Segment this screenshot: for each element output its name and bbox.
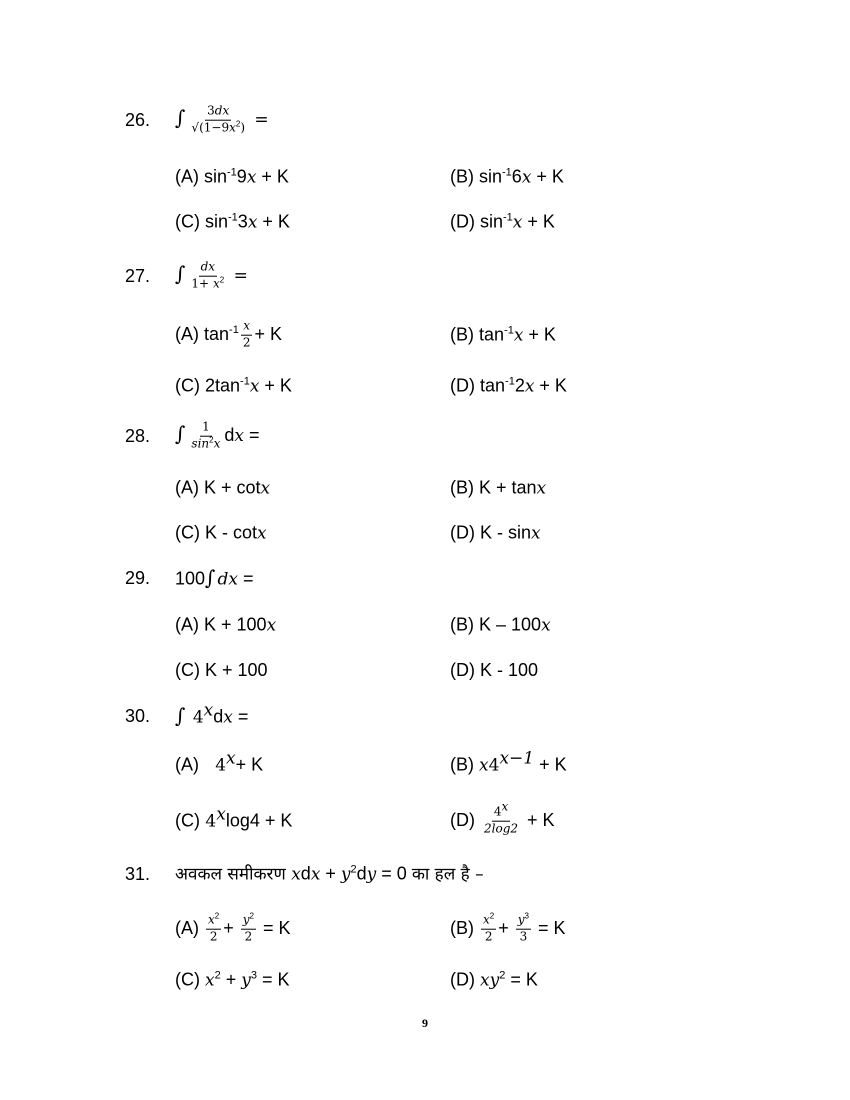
superscript: 2 [219, 275, 225, 285]
text-run: sin [475, 211, 504, 232]
superscript: x [501, 799, 509, 814]
math-text: 2 [484, 929, 493, 944]
text-run: = [237, 568, 254, 589]
math-variable: y [241, 970, 251, 991]
text-run: + K [522, 211, 555, 232]
option-label: (A) [175, 614, 199, 635]
fraction [241, 911, 256, 945]
text-run: 3 [237, 211, 248, 232]
answer-option[interactable] [175, 168, 289, 187]
option-label: (B) [450, 324, 474, 345]
math-variable: y [242, 912, 250, 927]
text-run: + K [523, 324, 556, 345]
math-text: 1 [202, 419, 210, 434]
option-label: (B) [450, 614, 474, 635]
superscript: 3 [250, 969, 257, 982]
math-variable: x [243, 318, 251, 333]
text-run: K + tan [474, 477, 537, 498]
superscript: 3 [524, 911, 529, 921]
text-run: K - cot [200, 522, 258, 543]
numerator [200, 421, 212, 437]
integral-sign: ∫ [175, 421, 186, 446]
text-run: + [498, 917, 514, 938]
superscript: -1 [240, 375, 250, 388]
answer-option[interactable] [450, 799, 555, 837]
text-run: = K [533, 917, 566, 938]
answer-option[interactable] [450, 748, 567, 776]
option-label: (A) [175, 477, 199, 498]
text-run: K + 100 [199, 614, 267, 635]
math-text: = [228, 265, 248, 286]
math-variable: x [541, 615, 551, 636]
option-label: (B) [450, 917, 474, 938]
math-variable: xy [480, 970, 500, 991]
superscript: -1 [228, 211, 238, 224]
answer-option[interactable] [450, 479, 546, 498]
fraction [189, 421, 222, 452]
text-run: = K [258, 917, 291, 938]
superscript: 2 [499, 969, 506, 982]
math-variable: x [249, 376, 260, 397]
math-variable: x [513, 325, 524, 346]
text-run: + K [534, 754, 567, 775]
math-variable: x [291, 864, 301, 885]
superscript: 2 [350, 863, 357, 876]
option-label: (D) [450, 809, 475, 830]
option-label: (B) [450, 166, 474, 187]
question-stem [175, 105, 269, 136]
text-run: tan [199, 323, 230, 344]
math-variable: x [483, 912, 490, 927]
fraction [481, 911, 496, 945]
math-variable: x [234, 425, 244, 446]
integral-sign: ∫ [175, 703, 186, 728]
math-variable: x [257, 523, 267, 544]
text-run [474, 918, 479, 938]
option-label: (C) [175, 810, 200, 831]
option-label: (C) [175, 375, 200, 396]
text-run: + K [534, 375, 567, 396]
option-label: (D) [450, 969, 475, 990]
denominator [189, 121, 247, 136]
option-label: (C) [175, 969, 200, 990]
option-label: (D) [450, 522, 475, 543]
answer-option[interactable] [175, 804, 293, 832]
question-stem [175, 865, 484, 884]
question-number: 28. [125, 426, 151, 446]
math-variable: x [246, 167, 257, 188]
answer-option[interactable] [175, 320, 282, 351]
text-run: K + 100 [200, 660, 268, 680]
question-number: 30. [125, 706, 151, 726]
text-run: = 0 [376, 863, 412, 884]
superscript: -1 [229, 323, 239, 336]
text-run [199, 918, 204, 938]
superscript: x [203, 700, 214, 721]
numerator [199, 261, 217, 277]
math-text: 4 [187, 707, 204, 728]
superscript: 2 [489, 911, 495, 921]
text-run: 2 [514, 375, 525, 396]
text-run: + K [259, 375, 292, 396]
option-label: (C) [175, 211, 200, 232]
math-variable: x [205, 970, 215, 991]
text-run: K – 100 [474, 614, 542, 635]
numerator [241, 911, 256, 930]
numerator [241, 320, 252, 336]
superscript: -1 [504, 324, 514, 337]
math-variable: x [479, 755, 489, 776]
math-variable: x [229, 120, 236, 135]
text-run: + [220, 969, 242, 990]
question-stem [175, 261, 248, 292]
denominator [482, 822, 520, 837]
question-stem [175, 700, 249, 728]
text-run: = [244, 424, 260, 445]
answer-option[interactable] [450, 971, 538, 990]
denominator [241, 336, 253, 351]
text-run: + K [256, 166, 289, 187]
math-variable: x [208, 912, 215, 927]
answer-option[interactable] [175, 911, 291, 945]
math-variable: x [260, 478, 271, 499]
answer-option[interactable] [450, 911, 566, 945]
text-run: 9 [236, 166, 247, 187]
text-run: + K [531, 166, 564, 187]
math-text: 4 [200, 811, 217, 832]
denominator [518, 930, 530, 945]
option-label: (A) [175, 917, 199, 938]
integral-sign: ∫ [205, 565, 216, 590]
math-text: 1+ [191, 276, 213, 291]
hindi-text: अवकल समीकरण [175, 864, 292, 885]
answer-option[interactable] [175, 377, 292, 396]
answer-option[interactable] [175, 971, 290, 990]
text-run: 100 [175, 568, 206, 589]
math-variable: y [366, 864, 377, 885]
text-run: = K [505, 969, 538, 990]
numerator [481, 911, 496, 930]
text-run: d [356, 863, 367, 884]
math-text: 4 [488, 755, 500, 776]
text-run: d [224, 424, 235, 445]
text-run: + K [254, 323, 282, 344]
text-run: = K [256, 969, 290, 990]
option-label: (D) [450, 211, 475, 232]
fraction [482, 799, 520, 837]
denominator [483, 930, 495, 945]
option-label: (B) [450, 477, 474, 498]
text-run: sin [200, 211, 229, 232]
math-text: 3 [519, 929, 528, 944]
option-label: (A) [175, 323, 199, 344]
option-label: (D) [450, 375, 475, 396]
superscript: -1 [227, 166, 237, 179]
text-run: tan [474, 324, 505, 345]
option-label: (B) [450, 754, 474, 775]
math-text: 2 [209, 929, 218, 944]
numerator [492, 799, 510, 822]
denominator [243, 930, 255, 945]
math-variable: y [340, 864, 351, 885]
answer-option[interactable] [450, 326, 556, 345]
question-stem [175, 421, 260, 452]
text-run: K - 100 [475, 660, 539, 680]
answer-option[interactable] [175, 661, 268, 679]
fraction [189, 261, 226, 292]
math-variable: x [266, 615, 277, 636]
text-run: = [232, 706, 249, 727]
answer-option[interactable] [450, 616, 551, 635]
superscript: 2 [214, 911, 220, 921]
math-variable: x [536, 478, 547, 499]
fraction [241, 320, 253, 351]
superscript: -1 [502, 166, 512, 179]
superscript: -1 [503, 211, 513, 224]
math-variable: x [213, 436, 221, 451]
text-run: 6 [511, 166, 522, 187]
text-run: 2tan [200, 375, 241, 396]
text-run: + [320, 863, 341, 884]
superscript: 2 [209, 435, 214, 445]
numerator [206, 911, 221, 930]
answer-option[interactable] [450, 213, 555, 232]
math-variable: x [247, 212, 258, 233]
denominator [189, 437, 222, 452]
answer-option[interactable] [175, 748, 264, 776]
answer-option[interactable] [175, 616, 276, 635]
numerator [516, 911, 531, 930]
superscript: x [216, 804, 226, 825]
answer-option[interactable] [450, 168, 564, 187]
math-variable: x [531, 523, 541, 544]
math-variable: 2log2 [484, 821, 519, 836]
fraction [516, 911, 531, 945]
integral-sign: ∫ [175, 261, 186, 286]
text-run: sin [474, 166, 503, 187]
text-run: + K [235, 754, 264, 775]
math-variable: dx [214, 103, 230, 118]
math-text: 4 [493, 804, 502, 819]
text-run: d [300, 863, 311, 884]
math-text: 3 [207, 103, 215, 118]
text-run: + K [257, 211, 290, 232]
question-stem [175, 565, 254, 590]
superscript: 2 [214, 969, 221, 982]
text-run: K + cot [199, 477, 261, 498]
superscript: 2 [249, 911, 254, 921]
option-label: (C) [175, 660, 200, 680]
integral-sign: ∫ [175, 105, 186, 130]
math-variable: x [310, 864, 321, 885]
text-run: sin [199, 166, 228, 187]
math-text: 2 [244, 929, 253, 944]
answer-option[interactable] [450, 377, 567, 396]
text-run: K - sin [475, 522, 532, 543]
answer-option[interactable] [175, 479, 270, 498]
math-text: 2 [242, 335, 251, 350]
answer-option[interactable] [175, 213, 290, 232]
math-text: 4 [199, 755, 227, 776]
hindi-text: का हल है – [411, 864, 484, 885]
answer-option[interactable] [175, 524, 267, 543]
numerator [205, 105, 231, 121]
fraction [189, 105, 247, 136]
answer-option[interactable] [450, 524, 541, 543]
math-variable: x [212, 276, 220, 291]
denominator [189, 277, 226, 292]
option-label: (A) [175, 166, 199, 187]
answer-option[interactable] [450, 661, 538, 679]
text-run: tan [475, 375, 506, 396]
superscript: -1 [505, 375, 515, 388]
superscript: x−1 [499, 748, 535, 769]
superscript: x [226, 748, 236, 769]
math-variable: x [223, 707, 233, 728]
option-label: (D) [450, 660, 475, 680]
question-number: 27. [125, 266, 151, 286]
text-run: log4 + K [225, 810, 293, 831]
math-variable: x [521, 167, 532, 188]
option-label: (C) [175, 522, 200, 543]
math-text: √(1−9 [191, 120, 230, 135]
page-number: 9 [422, 1016, 428, 1030]
math-variable: y [517, 912, 525, 927]
option-label: (A) [175, 754, 199, 775]
math-variable: sin [191, 436, 210, 451]
fraction [206, 911, 221, 945]
text-run: + [223, 917, 239, 938]
text-run [475, 810, 480, 830]
denominator [208, 930, 220, 945]
math-text: ) [240, 120, 245, 135]
math-text: = [249, 109, 269, 130]
superscript: 2 [235, 119, 241, 129]
math-variable: x [512, 212, 523, 233]
question-number: 26. [125, 110, 151, 130]
question-number: 31. [125, 864, 151, 884]
text-run: + K [522, 809, 555, 830]
question-number: 29. [125, 568, 151, 588]
math-variable: dx [217, 569, 238, 590]
text-run: d [213, 706, 224, 727]
math-variable: x [524, 376, 535, 397]
math-variable: dx [200, 259, 216, 274]
